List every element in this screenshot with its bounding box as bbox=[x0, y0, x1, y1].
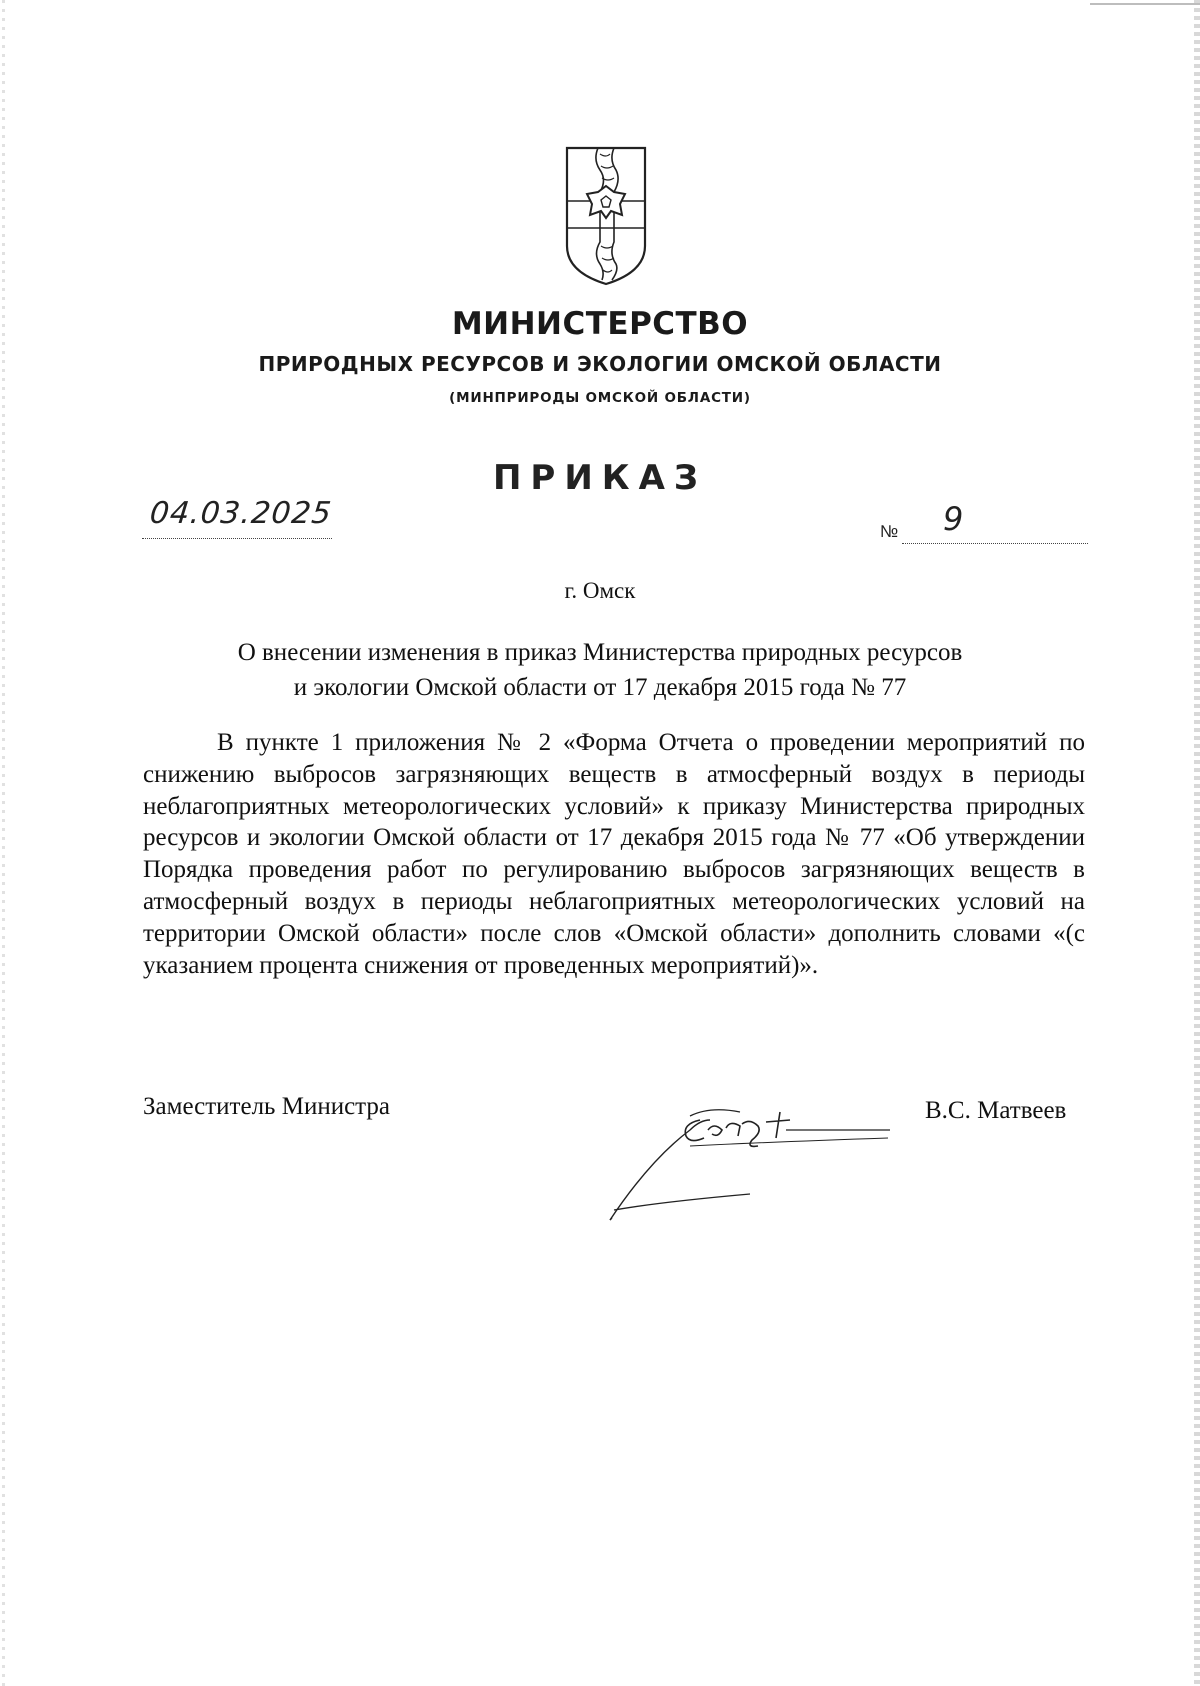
signatory-position: Заместитель Министра bbox=[143, 1093, 390, 1120]
order-subject bbox=[150, 635, 1050, 705]
ministry-subtitle: ПРИРОДНЫХ РЕСУРСОВ И ЭКОЛОГИИ ОМСКОЙ ОБЛАСТИ bbox=[258, 352, 942, 376]
order-body-paragraph: В пункте 1 приложения № 2 «Форма Отчета о проведении мероприятий по снижению выбросов загрязняющих веществ в атмосферный воздух в периоды неблагоприятных метеорологических условий» к приказу Министерства природных ресурсов и экологии Омской области от 17 декабря 2015 года № 77 «Об утверждении Порядка проведения работ по регулированию выбросов загрязняющих веществ в атмосферный воздух в периоды неблагоприятных метеорологических условий на территории Омской области» после слов «Омской области» дополнить словами «(с указанием процента снижения от проведенных мероприятий)». bbox=[143, 729, 1085, 979]
order-number-label: № bbox=[880, 522, 899, 541]
handwritten-signature bbox=[590, 1090, 950, 1230]
subject-line-1: О внесении изменения в приказ Министерства природных ресурсов bbox=[237, 639, 963, 666]
scan-edge-right bbox=[1194, 0, 1200, 1686]
signatory-name: В.С. Матвеев bbox=[925, 1097, 1067, 1124]
subject-line-2: и экологии Омской области от 17 декабря 2015 года № 77 bbox=[293, 674, 907, 701]
order-date: 04.03.2025 bbox=[148, 496, 334, 531]
order-title: ПРИКАЗ bbox=[492, 458, 708, 498]
number-underline bbox=[902, 543, 1088, 544]
ministry-short-name: (МИНПРИРОДЫ ОМСКОЙ ОБЛАСТИ) bbox=[449, 390, 751, 406]
city: г. Омск bbox=[564, 578, 636, 603]
scan-edge-top bbox=[1090, 3, 1200, 5]
date-underline bbox=[142, 538, 332, 539]
coat-of-arms-emblem bbox=[565, 146, 647, 286]
ministry-title: МИНИСТЕРСТВО bbox=[451, 306, 749, 342]
order-number: 9 bbox=[943, 500, 964, 538]
scan-edge-left bbox=[2, 0, 5, 1686]
